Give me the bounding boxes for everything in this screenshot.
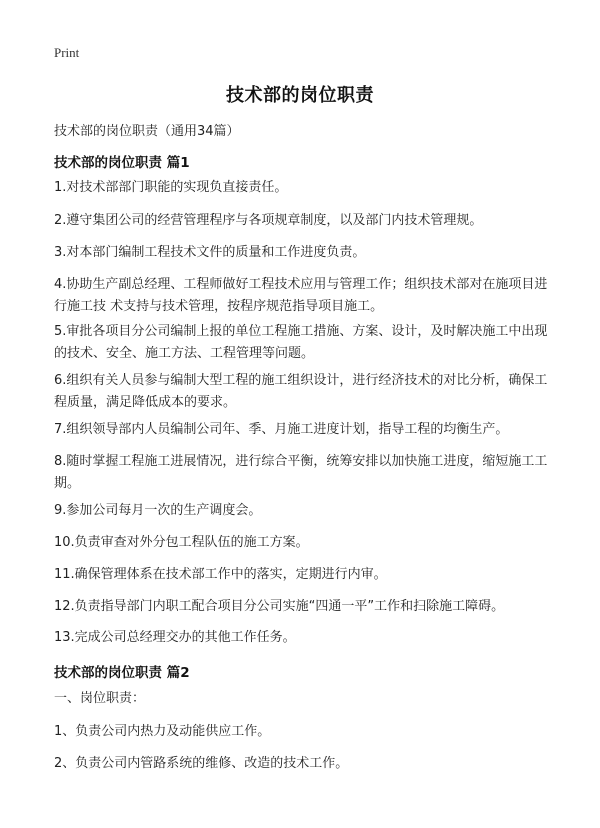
paragraph-s2-3: 2、负责公司内管路系统的维修、改造的技术工作。 (54, 756, 349, 771)
paragraph-6: 6.组织有关人员参与编制大型工程的施工组织设计，进行经济技术的对比分析，确保工程质量，满足降低成本的要求。 (54, 373, 548, 410)
paragraph-12: 12.负责指导部门内职工配合项目分公司实施“四通一平”工作和扫除施工障碍。 (54, 599, 505, 614)
paragraph-5: 5.审批各项目分公司编制上报的单位工程施工措施、方案、设计，及时解决施工中出现的技术、安全、施工方法、工程管理等问题。 (54, 324, 548, 361)
paragraph-9: 9.参加公司每月一次的生产调度会。 (54, 503, 262, 518)
paragraph-8: 8.随时掌握工程施工进展情况，进行综合平衡，统筹安排以加快施工进度，缩短施工工期。 (54, 454, 548, 491)
paragraph-13: 13.完成公司总经理交办的其他工作任务。 (54, 630, 296, 645)
document-subtitle: 技术部的岗位职责（通用34篇） (54, 124, 240, 139)
paragraph-s2-2: 1、负责公司内热力及动能供应工作。 (54, 724, 271, 739)
paragraph-11: 11.确保管理体系在技术部工作中的落实，定期进行内审。 (54, 567, 387, 582)
section-heading-2: 技术部的岗位职责 篇2 (54, 665, 190, 681)
page-title: 技术部的岗位职责 (226, 85, 374, 106)
paragraph-1: 1.对技术部部门职能的实现负直接责任。 (54, 180, 288, 195)
print-link[interactable]: Print (54, 45, 80, 60)
paragraph-7: 7.组织领导部内人员编制公司年、季、月施工进度计划，指导工程的均衡生产。 (54, 422, 509, 437)
paragraph-s2-1: 一、岗位职责： (54, 691, 146, 706)
section-heading-1: 技术部的岗位职责 篇1 (54, 155, 190, 171)
paragraph-4: 4.协助生产副总经理、工程师做好工程技术应用与管理工作；组织技术部对在施项目进行施工技 术支持与技术管理，按程序规范指导项目施工。 (54, 277, 548, 314)
paragraph-2: 2.遵守集团公司的经营管理程序与各项规章制度，以及部门内技术管理规。 (54, 213, 483, 228)
paragraph-3: 3.对本部门编制工程技术文件的质量和工作进度负责。 (54, 245, 366, 260)
paragraph-10: 10.负责审查对外分包工程队伍的施工方案。 (54, 535, 309, 550)
